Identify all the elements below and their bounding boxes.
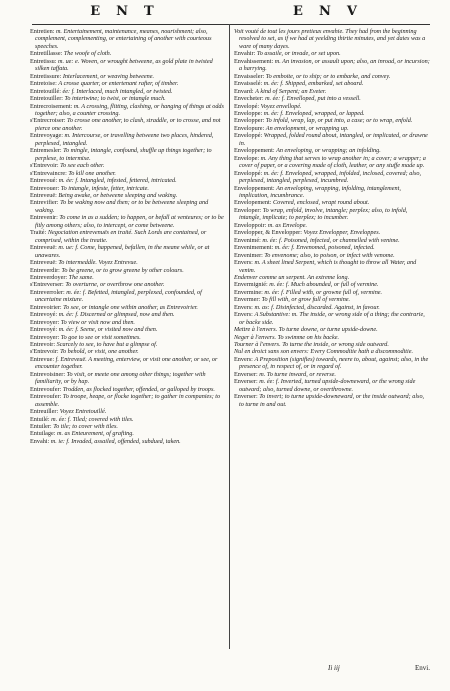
dictionary-entry (30, 438, 226, 445)
headword: Envelopper, & Envelopper: (234, 229, 302, 237)
headword: Envers: (234, 355, 253, 363)
headword: Enveloper: (234, 206, 262, 214)
dictionary-entry (30, 311, 226, 318)
definition: Voyez envellopé. (260, 102, 302, 110)
dictionary-entry (30, 50, 226, 57)
definition: Being awake, or betweene sleeping and waking. (58, 191, 178, 199)
dictionary-entry (234, 117, 430, 124)
dictionary-entry (234, 170, 430, 185)
dictionary-entry (234, 311, 430, 326)
headword: Enveloppé: (234, 132, 263, 140)
definition: m. ée: f. Poisoned, infected, or channelled with venime. (262, 236, 400, 244)
dictionary-entry (234, 237, 430, 244)
definition: Neger à l'envers. To swimme on his backe. (234, 333, 340, 341)
dictionary-entry (234, 155, 430, 170)
headword: Entretissu: (30, 57, 57, 65)
definition: To intertwine; to twist, or intangle much. (64, 95, 166, 103)
dictionary-entry (30, 267, 226, 274)
headword: Envard: (234, 87, 254, 95)
definition: m. ue: f. Come, happened, befallen, in the meane while, or at unawares. (35, 244, 210, 259)
dictionary-entry (234, 58, 430, 73)
definition: A kind of Serpent; an Eveter. (255, 87, 327, 95)
dictionary-entry (234, 296, 430, 303)
headword: Entuilage: (30, 430, 56, 438)
definition: To intermeddle. Voyez Entrevue. (58, 259, 138, 267)
definition: To infold, wrap, lap, or put into, a case; or to wrap, enfold. (265, 117, 413, 125)
definition: To fill with, or grow full of vermine. (261, 296, 351, 304)
definition: A Preposition (signifies) towards, neere to, about, against; also, in the presence of, in respect of, or in regard of. (239, 355, 429, 371)
definition: Endenver comme un serpent. An extreme long. (234, 273, 350, 281)
definition: m. To turne inward, or reverse. (259, 370, 336, 378)
headword: Entretouiller: (30, 95, 63, 103)
definition: f. Entreveuë. A meeting, enterview, or visit one another, or see, or encounter together. (35, 355, 218, 371)
dictionary-entry (234, 341, 430, 348)
dictionary-entry (234, 393, 430, 408)
definition: Covered, enclosed, wrapt round about. (273, 199, 370, 207)
definition: Voyez Envelopper, Enveloppes. (303, 229, 381, 237)
dictionary-entry (234, 378, 430, 393)
headword: Entretoise: (30, 80, 57, 88)
headword: Traité: (30, 229, 47, 237)
dictionary-entry (30, 58, 226, 73)
headword: Entreveuë: (30, 244, 57, 252)
dictionary-entry (30, 348, 226, 355)
running-header (0, 4, 450, 26)
definition: m. Intercourse, or travelling betweene two places, hindered, perplexed, intangled. (35, 132, 214, 147)
definition: Tourner à l'envers. To turne the inside, or wrong side outward. (234, 341, 389, 349)
definition: An envelopment, or wrapping up. (265, 124, 349, 132)
headword: Entreveuë: (30, 259, 57, 267)
dictionary-entry (234, 274, 430, 281)
headword: Envers: (234, 311, 253, 319)
dictionary-entry (30, 259, 226, 266)
headword: Enverser: (234, 378, 258, 386)
definition: To envenome; also, to poison, or infect with venome. (264, 251, 395, 259)
headword: Envenimer: (234, 251, 263, 259)
definition: The same. (68, 273, 94, 281)
dictionary-entry (234, 199, 430, 206)
dictionary-entry (234, 88, 430, 95)
signature-mark: Ii iij (328, 664, 340, 672)
definition: m. ée: f. Envelloped, put into a vessell. (265, 95, 361, 103)
headword: Envahissement: (234, 57, 274, 65)
dictionary-entry (30, 423, 226, 430)
headword: Entrevue: (30, 355, 55, 363)
headword: Entreverroler: (30, 288, 65, 296)
definition: To see each other. (60, 162, 105, 170)
headword: Entreverdir: (30, 266, 60, 274)
definition: Voyez Entretouillé. (59, 408, 107, 416)
definition: The woofe of cloth. (63, 50, 112, 58)
definition: Nul en droict sans son envers: Every Commoditie hath a discommoditie. (234, 348, 414, 356)
headword: Envelope: (234, 154, 260, 162)
headword: Entrevouer: (30, 184, 60, 192)
definition: To see, or intangle one within another, as Entrevoirier. (63, 303, 198, 311)
headword: Envecheter: (234, 95, 264, 103)
definition: Interlacement, or weaving betweene. (62, 72, 155, 80)
definition: An enveloping, or wrapping; an infolding. (276, 147, 381, 155)
dictionary-entry (30, 274, 226, 281)
dictionary-entry (30, 341, 226, 348)
headword: Envermine: (234, 288, 263, 296)
dictionary-entry (234, 229, 430, 236)
headword: Entrevoyer: (30, 318, 60, 326)
dictionary-entry (234, 50, 430, 57)
headword: Entrevoisiner: (30, 370, 66, 378)
definition: To be waking now and then; or to be betweene sleeping and waking. (35, 199, 209, 214)
dictionary-entry (30, 416, 226, 423)
dictionary-entry (30, 177, 226, 184)
headword: Envelopé: (234, 102, 260, 110)
dictionary-entry (30, 408, 226, 415)
headword: Enveloppement: (234, 184, 275, 192)
headword: s'Entreverser: (30, 281, 64, 289)
definition: To kill one another. (68, 169, 116, 177)
definition: m. ie: f. Invaded, assailed, offended, subdued, taken. (50, 437, 181, 445)
definition: m. ée: f. Enveloped, wrapped, or lapped. (263, 109, 365, 117)
definition: m. A sheet lined Serpent, which is thought to throw all Water, and venim. (239, 259, 417, 274)
dictionary-entry (30, 393, 226, 408)
definition: m. ue: e. Woven, or wrought betweene, as gold plate in twisted silken taffata. (35, 57, 213, 73)
page-footer (234, 664, 430, 674)
dictionary-entry (234, 259, 430, 274)
dictionary-entry (30, 117, 226, 132)
dictionary-entry (30, 386, 226, 393)
definition: To emboite, or to ship; or to embarke, and convey. (265, 72, 391, 80)
dictionary-entry (234, 185, 430, 200)
definition: To come in as a sudden; to happen, or befall at venteures; or to be fitly among others; also, to intercept, or come betweene. (35, 214, 224, 229)
dictionary-entry (30, 356, 226, 371)
definition: To overturne, or overthrow one another. (65, 281, 165, 289)
definition: ée: f. Interlaced, much intangled, or twisted. (62, 87, 173, 95)
dictionary-entry (234, 289, 430, 296)
dictionary-entry (234, 80, 430, 87)
definition: Voit vouté de tout les jours pretieux envahie. They had from the beginning resolved to set, as if we had at yeelding thirtie minutes, and yet daies was a ware of many dayes. (234, 28, 426, 50)
dictionary-entry (30, 281, 226, 288)
dictionary-entry (234, 252, 430, 259)
definition: An enveloping, wrapping, infolding, intanglement, implication, incumbrance. (239, 184, 401, 199)
headword: s'Entrevaincre: (30, 169, 67, 177)
left-column (30, 28, 226, 445)
headword: Entretien: (30, 28, 55, 35)
definition: m. ée: f. Seene, or visited now and then. (58, 326, 158, 334)
definition: m. ée: f. Intangled, infested, fettered, intricated. (58, 177, 177, 185)
right-column (234, 28, 430, 408)
headword: Enveloppe: (234, 109, 263, 117)
definition: Mettre à l'envers. To turne downe, or turne upside-downe. (234, 326, 378, 334)
definition: To behold, or visit, one another. (60, 348, 139, 356)
headword: Envermer: (234, 296, 261, 304)
dictionary-entry (30, 304, 226, 311)
dictionary-entry (234, 103, 430, 110)
dictionary-entry (30, 103, 226, 118)
dictionary-entry (234, 281, 430, 288)
header-left: ENT (90, 4, 170, 19)
dictionary-entry (30, 80, 226, 87)
dictionary-entry (30, 199, 226, 214)
column-divider (229, 24, 230, 649)
headword: Entrevoyage: (30, 132, 63, 140)
definition: To invert; to turne upside-downeward, or the inside outward; also, to turne in and out. (239, 393, 425, 408)
dictionary-entry (30, 371, 226, 386)
dictionary-entry (30, 319, 226, 326)
dictionary-entry (30, 147, 226, 162)
dictionary-entry (234, 207, 430, 222)
headword: Entuilé: (30, 415, 50, 423)
dictionary-entry (234, 334, 430, 341)
headword: Entrevoirier: (30, 303, 62, 311)
definition: A Substantive: m. The inside, or wrong side of a thing; the contrarie, or backe side. (239, 311, 425, 326)
dictionary-entry (30, 95, 226, 102)
definition: m. An invasion, or assault upon; also, an inroad, or incursion; a harrying. (239, 57, 430, 73)
dictionary-entry (234, 110, 430, 117)
definition: To intangle, infeste, fetter, intricate. (60, 184, 149, 192)
headword: s'Entrevoir: (30, 162, 59, 170)
headword: Entretouillé: (30, 87, 61, 95)
definition: Wrapped, folded round about, intangled, or implicated, or drawne in. (239, 132, 428, 147)
definition: m. ée: f. Filled with, or growne full of, vermine. (264, 288, 383, 296)
dictionary-entry (234, 222, 430, 229)
headword: Entrevoyé: (30, 311, 58, 319)
header-right: ENV (293, 4, 373, 19)
headword: Entrecroisement: (30, 102, 73, 110)
headword: s'Entrevoir: (30, 348, 59, 356)
headword: Entretissure: (30, 72, 62, 80)
dictionary-entry (234, 95, 430, 102)
headword: Entrevoufer: (30, 393, 62, 401)
dictionary-entry (30, 132, 226, 147)
headword: Enveloppoir: (234, 221, 267, 229)
headword: Envahir: (234, 50, 256, 58)
dictionary-entry (234, 73, 430, 80)
definition: m. as Enteurement, of grafting. (56, 430, 134, 438)
headword: Enverser: (234, 370, 258, 378)
headword: Envelopper: (234, 117, 265, 125)
dictionary-entry (30, 28, 226, 50)
headword: Entremesler: (30, 147, 62, 155)
definition: m. Any thing that serves to wrap another in; a cover; a wrapper; a cover of paper, or a covering made of cloth, leather, or any stuffe made up. (239, 154, 426, 170)
headword: Envaisseler: (234, 72, 265, 80)
definition: m. ée: f. Inverted, turned upside-downeward, or the wrong side outward; also, turned downe, or overthrowne. (239, 378, 416, 393)
definition: A crosse quarter, or entertenant rafter, of timber. (58, 80, 179, 88)
headword: Entretillasse: (30, 50, 63, 58)
headword: Entrevoyé: (30, 326, 58, 334)
dictionary-entry (30, 214, 226, 229)
dictionary-entry (234, 371, 430, 378)
definition: To troope, heape, or flocke together; to gather in companies; to assemble. (35, 393, 221, 408)
dictionary-entry (234, 326, 430, 333)
header-rule (32, 24, 430, 25)
definition: To crosse one another, to clash, straddle, or to crosse, and not pierce one another. (35, 117, 221, 132)
headword: Entrevoufer: (30, 385, 62, 393)
dictionary-entry (30, 162, 226, 169)
definition: Scarcely to see, to have but a glimpse of. (56, 341, 158, 349)
dictionary-entry (234, 244, 430, 251)
dictionary-entry (234, 304, 430, 311)
headword: Envaisselé: (234, 80, 263, 88)
headword: Envelopure: (234, 124, 265, 132)
definition: m. ée: f. Befetted, intangled, perplexed, confounded, of uncertaine mixture. (35, 288, 202, 304)
dictionary-entry (30, 289, 226, 304)
headword: Envenimement: (234, 244, 274, 252)
definition: To goe to see or visit sometimes. (60, 333, 141, 341)
dictionary-entry (30, 334, 226, 341)
catchword: Envi. (415, 664, 430, 672)
dictionary-entry (30, 88, 226, 95)
headword: Entrevoué: (30, 177, 58, 185)
definition: m. ée: f. Tiled; covered with tiles. (51, 415, 134, 423)
dictionary-entry (234, 147, 430, 154)
dictionary-entry (234, 348, 430, 355)
dictionary-entry (30, 192, 226, 199)
headword: s'Entrecroiser: (30, 117, 66, 125)
headword: Entrevoir: (30, 341, 56, 349)
definition: m. ée: f. Much abounded, or full of vermine. (269, 281, 379, 289)
definition: Trodden, as flocked together, offended, or galloped by troops. (62, 385, 215, 393)
headword: Entreveuë: (30, 191, 57, 199)
dictionary-entry (234, 356, 430, 371)
definition: To visit, or meete one among other things; together with familiarity, or by hap. (35, 370, 206, 386)
headword: Envers: (234, 303, 253, 311)
headword: Entreuiller: (30, 408, 59, 416)
definition: m. ée: f. Discerned or glimpsed, now and then. (58, 311, 175, 319)
headword: Envenimé: (234, 236, 261, 244)
definition: Negociation entrevenuës en traité. Such Lords are contained, or comprised, within the treatie. (35, 229, 207, 244)
definition: m. as: f. Disinfected, discarded. Against, in favour. (254, 303, 380, 311)
dictionary-entry (30, 170, 226, 177)
headword: Envelopement: (234, 199, 272, 207)
definition: To view or visit now and then. (60, 318, 135, 326)
definition: To tile; to cover with tiles. (53, 423, 118, 431)
headword: Entrevifier: (30, 199, 59, 207)
headword: Entuiler: (30, 423, 52, 431)
definition: To wrap, enfold, involve, intangle; perplex; also, to infold, intangle, implicate; to perplex; to incumber. (239, 206, 408, 222)
dictionary-entry (30, 229, 226, 244)
headword: Envermignié: (234, 281, 268, 289)
definition: To be greene, or to grow greene by other colours. (61, 266, 184, 274)
definition: To mingle, intangle, confound, shuffle up things together; to perplexe, to intermixe. (35, 147, 212, 162)
definition: To assaile, or invade, or set upon. (256, 50, 341, 58)
dictionary-entry (30, 430, 226, 437)
headword: Envahi: (30, 437, 50, 445)
headword: Entrevenir: (30, 214, 58, 222)
dictionary-entry (234, 132, 430, 147)
headword: Enveloppé: (234, 169, 263, 177)
headword: Enverser: (234, 393, 258, 401)
dictionary-entry (30, 244, 226, 259)
definition: m. A crossing, flitting, clashing, or hanging of things at odds together; also, a counter crossing. (35, 102, 224, 117)
definition: m. ée: f. Shipped, embarked, set aboard. (263, 80, 364, 88)
definition: m. ée: f. Envenomed, poisoned, infected. (274, 244, 375, 252)
dictionary-entry (30, 326, 226, 333)
definition: m. Entertainement, maintenance, meanes, nourishment; also, complement, complementing, or entertaining of another with courteous speeches. (35, 28, 212, 50)
dictionary-entry (30, 73, 226, 80)
headword: Enveloppement: (234, 147, 275, 155)
headword: Entreverdoyer: (30, 273, 68, 281)
dictionary-entry (234, 125, 430, 132)
headword: Envers: (234, 259, 253, 267)
dictionary-entry (30, 185, 226, 192)
headword: Entrevoyer: (30, 333, 60, 341)
definition: m. as Envelope. (267, 221, 308, 229)
dictionary-entry (234, 28, 430, 50)
definition: m. ée: f. Enveloped, wrapped, infolded, inclosed, covered; also, perplexed, intangled, perplexed, incumbred. (239, 169, 422, 185)
